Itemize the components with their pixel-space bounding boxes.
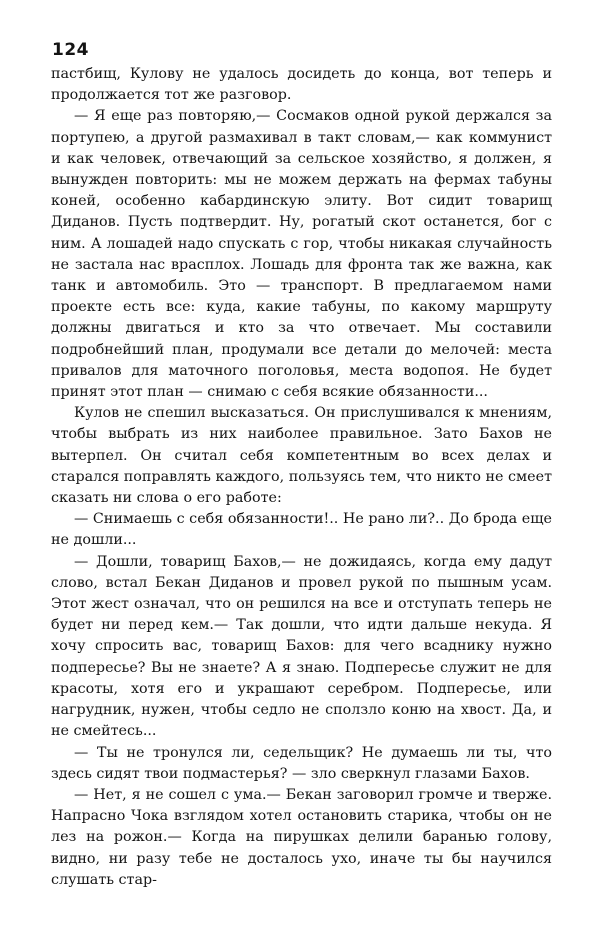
paragraph-3: Кулов не спешил высказаться. Он прислушивался к мнениям, чтобы выбрать из них наиболее правильное. Зато Бахов не вытерпел. Он считал себя компетентным во всех делах и старался поправлять каждого, пользуясь тем, что никто не смеет сказать ни слова о его работе:: [51, 405, 552, 507]
paragraph-4: — Снимаешь с себя обязанности!.. Не рано ли?.. До брода еще не дошли...: [51, 511, 552, 549]
paragraph-6: — Ты не тронулся ли, седельщик? Не думаешь ли ты, что здесь сидят твои подмастерья? — зло сверкнул глазами Бахов.: [51, 744, 552, 782]
paragraph-2: — Я еще раз повторяю,— Сосмаков одной рукой держался за портупею, а другой размахивал в такт словам,— как коммунист и как человек, отвечающий за сельское хозяйство, я должен, я вынужден повторить: мы не можем держать на фермах табуны коней, особенно кабардинскую элиту. Вот сидит товарищ Диданов. Пусть подтвердит. Ну, рогатый скот останется, бог с ним. А лошадей надо спускать с гор, чтобы никакая случайность не застала нас врасплох. Лошадь для фронта так же важна, как танк и автомобиль. Это — транспорт. В предлагаемом нами проекте есть все: куда, какие табуны, по какому маршруту должны двигаться и кто за что отвечает. Мы составили подробнейший план, продумали все детали до мелочей: места привалов для маточного поголовья, места водопоя. Не будет принят этот план — снимаю с себя всякие обязанности...: [51, 108, 552, 401]
page-body-text: [51, 64, 552, 891]
paragraph-7: — Нет, я не сошел с ума.— Бекан заговорил громче и тверже. Напрасно Чока взглядом хотел остановить старика, чтобы он не лез на рожон.— Когда на пирушках делили баранью голову, видно, ни разу тебе не досталось ухо, иначе ты бы научился слушать стар-: [51, 786, 552, 888]
page-number: 124: [52, 40, 89, 60]
paragraph-5: — Дошли, товарищ Бахов,— не дожидаясь, когда ему дадут слово, встал Бекан Диданов и провел рукой по пышным усам. Этот жест означал, что он решился на все и отступать теперь не будет ни перед кем.— Так дошли, что идти дальше некуда. Я хочу спросить вас, товарищ Бахов: для чего всаднику нужно подпересье? Вы не знаете? А я знаю. Подпересье служит не для красоты, хотя его и украшают серебром. Подпересье, или нагрудник, нужен, чтобы седло не сползло коню на хвост. Да, и не смейтесь...: [51, 553, 552, 740]
paragraph-1: пастбищ, Кулову не удалось досидеть до конца, вот теперь и продолжается тот же разговор.: [51, 66, 552, 104]
